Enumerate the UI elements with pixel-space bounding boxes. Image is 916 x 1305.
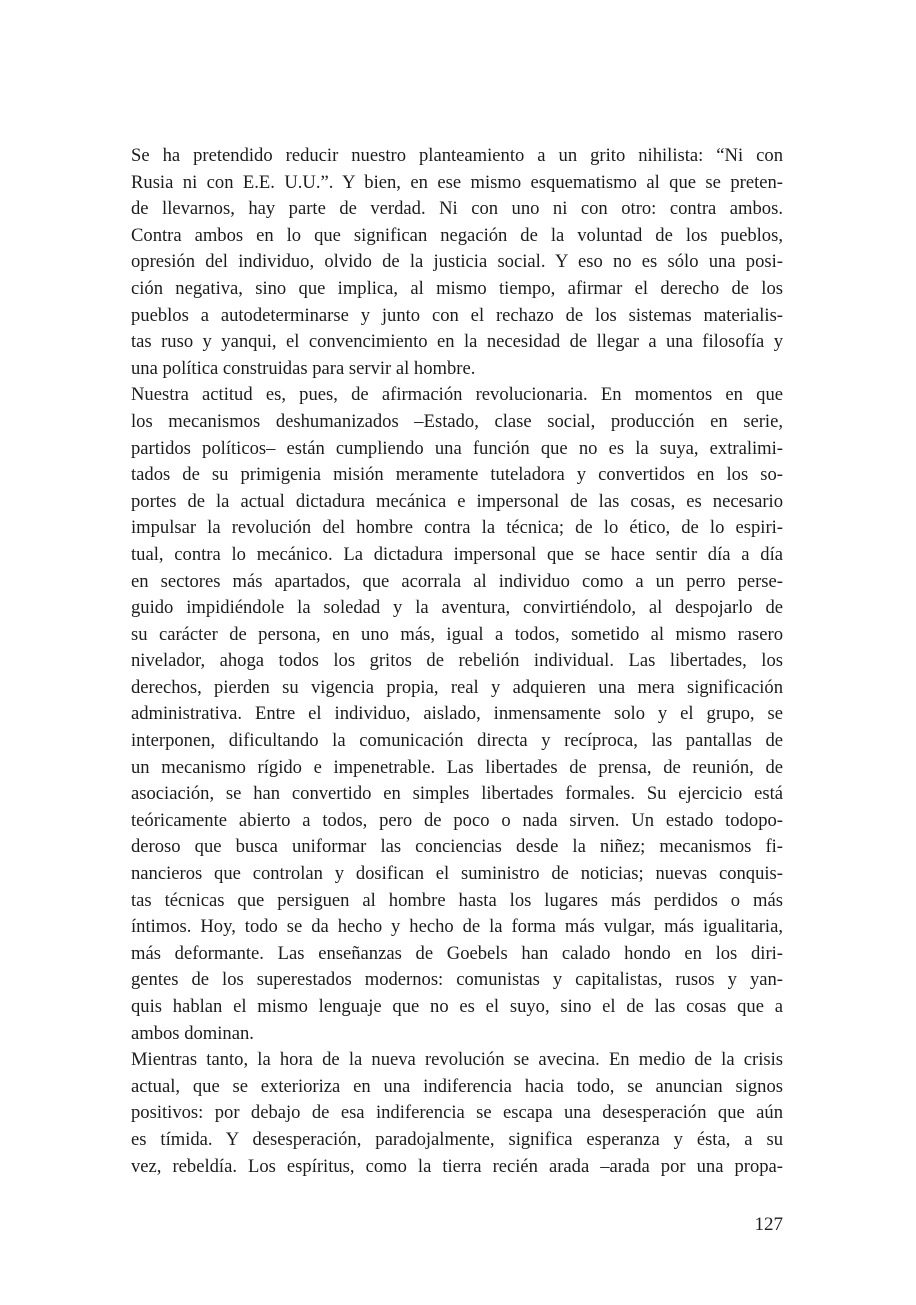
text-line: tados de su primigenia misión meramente tuteladora y convertidos en los so- xyxy=(131,464,783,486)
text-line: deroso que busca uniformar las conciencias desde la niñez; mecanismos fi- xyxy=(131,836,783,858)
text-line: guido impidiéndole la soledad y la aventura, convirtiéndolo, al despojarlo de xyxy=(131,597,783,619)
text-line: su carácter de persona, en uno más, igual a todos, sometido al mismo rasero xyxy=(131,623,783,645)
text-line: partidos políticos– están cumpliendo una función que no es la suya, extralimi- xyxy=(131,437,783,459)
text-line: de llevarnos, hay parte de verdad. Ni con uno ni con otro: contra ambos. xyxy=(131,198,783,220)
text-line: ción negativa, sino que implica, al mismo tiempo, afirmar el derecho de los xyxy=(131,277,783,299)
text-line: quis hablan el mismo lenguaje que no es el suyo, sino el de las cosas que a xyxy=(131,996,783,1017)
text-line: vez, rebeldía. Los espíritus, como la tierra recién arada –arada por una propa- xyxy=(131,1155,783,1177)
text-line: positivos: por debajo de esa indiferencia se escapa una desesperación que aún xyxy=(131,1102,783,1124)
text-line: tas técnicas que persiguen al hombre hasta los lugares más perdidos o más xyxy=(131,889,783,911)
text-line: nancieros que controlan y dosifican el suministro de noticias; nuevas conquis- xyxy=(131,863,783,885)
text-line: un mecanismo rígido e impenetrable. Las libertades de prensa, de reunión, de xyxy=(131,756,783,778)
text-line: íntimos. Hoy, todo se da hecho y hecho de la forma más vulgar, más igualitaria, xyxy=(131,916,783,938)
text-line: más deformante. Las enseñanzas de Goebels han calado hondo en los diri- xyxy=(131,942,783,964)
text-line: asociación, se han convertido en simples libertades formales. Su ejercicio está xyxy=(131,783,783,805)
text-line: tas ruso y yanqui, el convencimiento en la necesidad de llegar a una filosofía y xyxy=(131,331,783,353)
text-line: administrativa. Entre el individuo, aislado, inmensamente solo y el grupo, se xyxy=(131,703,783,725)
text-line: pueblos a autodeterminarse y junto con el rechazo de los sistemas materialis- xyxy=(131,304,783,326)
text-line: Se ha pretendido reducir nuestro planteamiento a un grito nihilista: “Ni con xyxy=(131,145,783,166)
text-line: una política construidas para servir al hombre. xyxy=(131,357,476,379)
text-line: Nuestra actitud es, pues, de afirmación revolucionaria. En momentos en que xyxy=(131,384,783,406)
text-line: los mecanismos deshumanizados –Estado, clase social, producción en serie, xyxy=(131,410,783,432)
page-body xyxy=(131,143,783,1180)
text-line: impulsar la revolución del hombre contra la técnica; de lo ético, de lo espiri- xyxy=(131,517,783,539)
paragraph-3 xyxy=(131,1047,783,1180)
text-line: teóricamente abierto a todos, pero de poco o nada sirven. Un estado todopo- xyxy=(131,809,783,831)
text-line: Contra ambos en lo que significan negación de la voluntad de los pueblos, xyxy=(131,224,783,246)
text-line: actual, que se exterioriza en una indiferencia hacia todo, se anuncian signos xyxy=(131,1075,783,1097)
text-line: Rusia ni con E.E. U.U.”. Y bien, en ese mismo esquematismo al que se preten- xyxy=(131,171,783,193)
page-number: 127 xyxy=(754,1214,783,1235)
text-line: ambos dominan. xyxy=(131,1022,254,1044)
text-line: en sectores más apartados, que acorrala al individuo como a un perro perse- xyxy=(131,570,783,592)
paragraph-2 xyxy=(131,382,783,1047)
text-line: opresión del individuo, olvido de la justicia social. Y eso no es sólo una posi- xyxy=(131,251,783,273)
text-line: gentes de los superestados modernos: comunistas y capitalistas, rusos y yan- xyxy=(131,969,783,991)
text-line: es tímida. Y desesperación, paradojalmente, significa esperanza y ésta, a su xyxy=(131,1128,783,1150)
text-line: interponen, dificultando la comunicación directa y recíproca, las pantallas de xyxy=(131,730,783,752)
text-line: portes de la actual dictadura mecánica e impersonal de las cosas, es necesario xyxy=(131,490,783,512)
text-line: tual, contra lo mecánico. La dictadura impersonal que se hace sentir día a día xyxy=(131,543,783,565)
text-line: Mientras tanto, la hora de la nueva revolución se avecina. En medio de la crisis xyxy=(131,1049,783,1071)
text-line: nivelador, ahoga todos los gritos de rebelión individual. Las libertades, los xyxy=(131,650,783,672)
paragraph-1 xyxy=(131,143,783,382)
text-line: derechos, pierden su vigencia propia, real y adquieren una mera significación xyxy=(131,676,783,698)
